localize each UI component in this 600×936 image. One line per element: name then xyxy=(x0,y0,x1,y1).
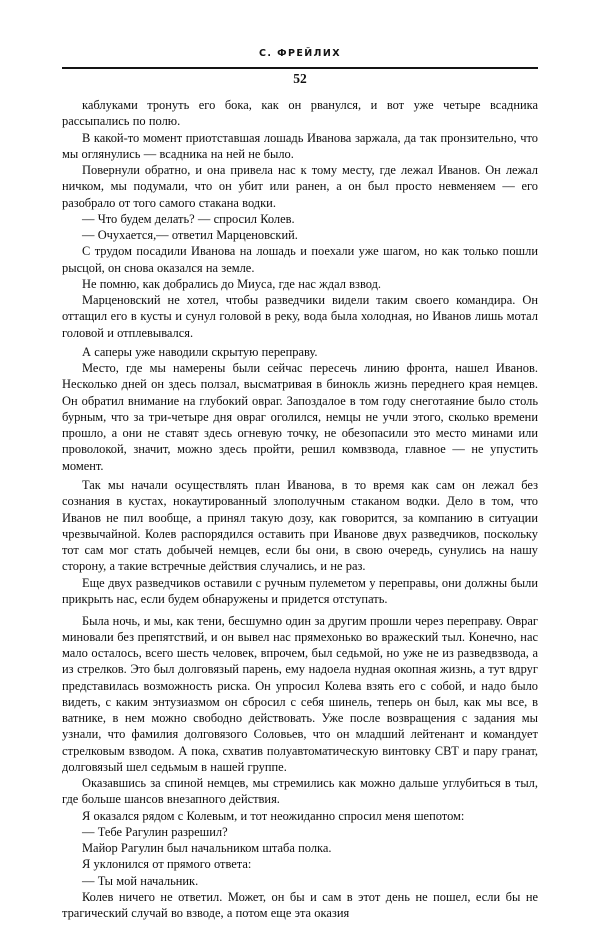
page-number: 52 xyxy=(293,71,307,86)
paragraph: Не помню, как добрались до Миуса, где нас ждал взвод. xyxy=(82,276,382,291)
dialogue-line: — Очухается,— ответил Марценовский. xyxy=(82,228,298,242)
paragraph: Так мы начали осуществлять план Иванова, в то время как сам он лежал без сознания в кустах, нокаутированный злополучным стаканом водки. Дело в том, что Иванов не пил вообще, а принял такую дозу, как говорится, за компанию в ситуации чрезвычайной. Колев распорядился оставить при Иванове двух разведчиков, поскольку тот сам мог стать добычей немцев, если бы они, в свою очередь, сунулись на нашу сторону, а такие встречные действия случались, и не раз. xyxy=(62,478,538,574)
paragraph: С трудом посадили Иванова на лошадь и поехали уже шагом, но как только пошли рысцой, он снова оказался на земле. xyxy=(62,244,538,275)
header-rule xyxy=(62,67,538,69)
dialogue-line: — Тебе Рагулин разрешил? xyxy=(82,824,228,839)
paragraph: Я оказался рядом с Колевым, и тот неожиданно спросил меня шепотом: xyxy=(82,808,465,823)
paragraph: Майор Рагулин был начальником штаба полка. xyxy=(82,841,332,856)
paragraph: Еще двух разведчиков оставили с ручным пулеметом у переправы, они должны были прикрыть нас, если будем обнаружены и придется отступать. xyxy=(62,575,538,606)
dialogue-line: — Ты мой начальник. xyxy=(82,873,199,888)
paragraph: Повернули обратно, и она привела нас к тому месту, где лежал Иванов. Он лежал ничком, мы подумали, что он убит или ранен, а он был просто невменяем — его разобрало от того самого стакана водки. xyxy=(62,163,538,210)
paragraph: Была ночь, и мы, как тени, бесшумно один за другим прошли через переправу. Овраг миновали без препятствий, и он вывел нас прямехонько во вражеский тыл. Конечно, нас мало осталось, всего шесть человек, впрочем, был седьмой, но уже не из разведвзвода, а из стрелков. Это был долговязый парень, ему надоела нудная окопная жизнь, а тут вдруг представилась возможность риска. Он упросил Колева взять его с собой, и надо было видеть, с каким энтузиазмом он сбросил с себя шинель, теперь он был, как мы все, в ватнике, в нем можно свободно действовать. Уже после возвращения с задания мы узнали, что фамилия долговязого Соловьев, что он младший лейтенант и командует стрелковым взводом. А пока, схватив полуавтоматическую винтовку СВТ и пару гранат, долговязый шел седьмым в нашей группе. xyxy=(62,613,538,774)
paragraph: Колев ничего не ответил. Может, он бы и сам в этот день не пошел, если бы не трагический случай во взводе, а потом еще эта оказия xyxy=(62,889,538,921)
running-head-author: С. ФРЕЙЛИХ xyxy=(259,48,341,59)
paragraph: А саперы уже наводили скрытую переправу. xyxy=(82,344,318,359)
paragraph: Я уклонился от прямого ответа: xyxy=(82,857,252,872)
paragraph: Оказавшись за спиной немцев, мы стремились как можно дальше углубиться в тыл, где больше шансов внезапного действия. xyxy=(62,776,538,807)
body-text-block xyxy=(62,97,538,921)
paragraph: Место, где мы намерены были сейчас пересечь линию фронта, нашел Иванов. Несколько дней он здесь ползал, высматривая в бинокль жизнь переднего края немцев. Он обратил внимание на глубокий овраг. Запоздалое в том году снеготаяние было столь бурным, что за три-четыре дня овраг оголился, немцы не учли этого, сколько времени прошло, а они не ставят здесь огневую точку, не обезопасили это место минами или проволокой, значит, можно здесь пройти, решил комвзвода, главное — не упустить момент. xyxy=(62,361,538,473)
paragraph: Марценовский не хотел, чтобы разведчики видели таким своего командира. Он оттащил его в кусты и сунул головой в реку, вода была холодная, но Иванов лишь мотал головой и отплевывался. xyxy=(62,293,538,340)
paragraph: каблуками тронуть его бока, как он рванулся, и вот уже четыре всадника рассыпались по полю. xyxy=(62,98,538,129)
paragraph: В какой-то момент приотставшая лошадь Иванова заржала, да так пронзительно, что мы оглянулись — всадника на ней не было. xyxy=(62,130,538,161)
dialogue-line: — Что будем делать? — спросил Колев. xyxy=(82,211,295,226)
